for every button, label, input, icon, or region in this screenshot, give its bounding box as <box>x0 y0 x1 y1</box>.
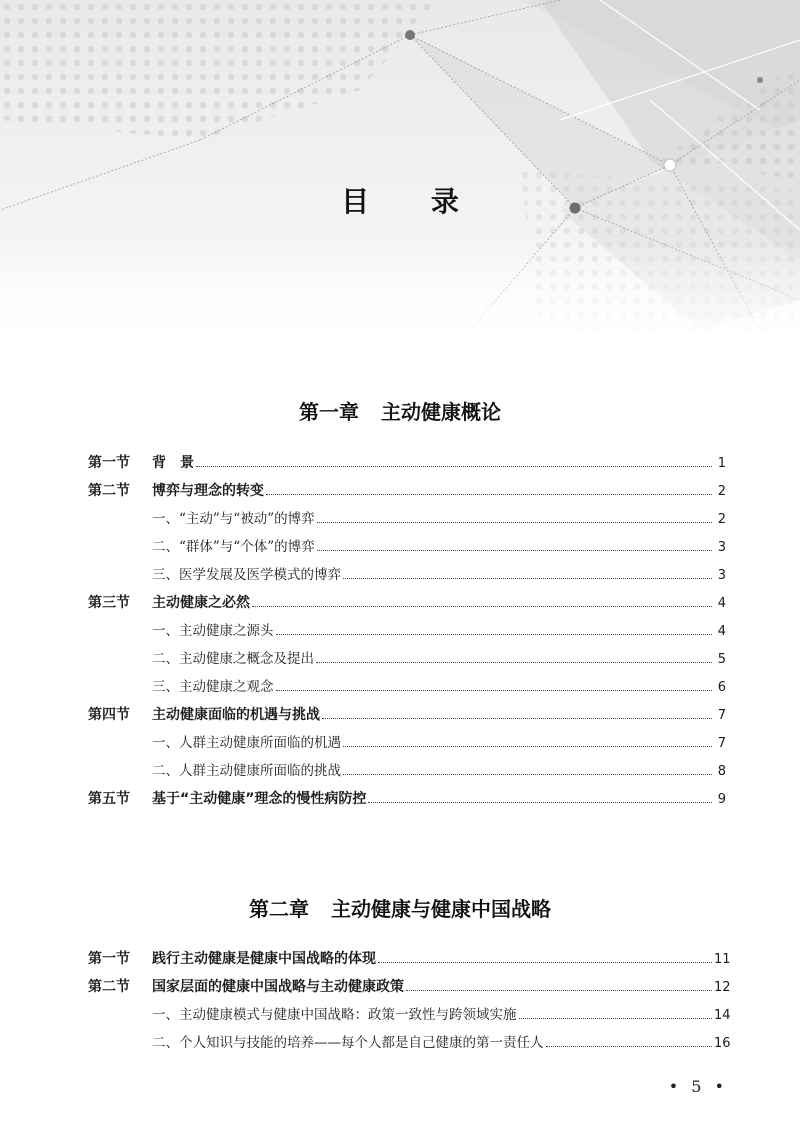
dot-leader <box>252 606 712 607</box>
entry-title: 一、主动健康模式与健康中国战略：政策一致性与跨领域实施 <box>152 1007 517 1023</box>
page-number: 14 <box>714 1008 731 1023</box>
section-number: 第二节 <box>88 979 130 995</box>
entry-title: 三、医学发展及医学模式的博弈 <box>152 567 341 583</box>
entry-title: 二、人群主动健康所面临的挑战 <box>152 763 341 779</box>
dot-leader <box>368 802 712 803</box>
network-pattern-graphic <box>0 0 800 350</box>
dot-leader <box>343 746 712 747</box>
entry-title: 一、人群主动健康所面临的机遇 <box>152 735 341 751</box>
toc-entry[interactable] <box>88 1001 731 1029</box>
page-number: 8 <box>717 764 726 779</box>
page-number: 9 <box>717 792 726 807</box>
toc-entry[interactable] <box>88 729 726 757</box>
toc-entry[interactable] <box>88 673 726 701</box>
page-title: 目 录 <box>341 185 485 218</box>
header-banner <box>0 0 800 350</box>
entry-title: 二、“群体”与“个体”的博弈 <box>152 539 315 555</box>
dot-leader <box>546 1046 713 1047</box>
dot-leader <box>343 578 712 579</box>
entry-title: 一、主动健康之源头 <box>152 623 274 639</box>
toc-entry[interactable] <box>88 449 726 477</box>
toc-entry[interactable] <box>88 785 726 813</box>
entry-title: 二、个人知识与技能的培养——每个人都是自己健康的第一责任人 <box>152 1035 544 1051</box>
toc-entry[interactable] <box>88 645 726 673</box>
chapter-2-title <box>0 893 800 922</box>
dot-leader <box>322 718 712 719</box>
page-number: 7 <box>717 708 726 723</box>
section-number: 第二节 <box>88 483 130 499</box>
section-number: 第三节 <box>88 595 130 611</box>
chapter-number: 第一章 <box>299 400 359 424</box>
toc-entry[interactable] <box>88 1029 731 1057</box>
toc-entry[interactable] <box>88 757 726 785</box>
page-number: 7 <box>717 736 726 751</box>
chapter-name: 主动健康与健康中国战略 <box>331 897 551 921</box>
dot-leader <box>266 494 712 495</box>
page-number: 3 <box>717 568 726 583</box>
entry-title: 背 景 <box>152 455 194 471</box>
chapter-1-toc <box>88 449 726 813</box>
dot-leader <box>317 522 712 523</box>
entry-title: 二、主动健康之概念及提出 <box>152 651 314 667</box>
page-number: 3 <box>717 540 726 555</box>
chapter-name: 主动健康概论 <box>381 400 501 424</box>
page-number: 5 <box>717 652 726 667</box>
dot-leader <box>519 1018 713 1019</box>
toc-entry[interactable] <box>88 589 726 617</box>
toc-entry[interactable] <box>88 561 726 589</box>
toc-entry[interactable] <box>88 477 726 505</box>
entry-title: 主动健康面临的机遇与挑战 <box>152 707 320 723</box>
dot-leader <box>196 466 712 467</box>
section-number: 第一节 <box>88 455 130 471</box>
entry-title: 践行主动健康是健康中国战略的体现 <box>152 951 376 967</box>
page-number: 2 <box>717 484 726 499</box>
entry-title: 国家层面的健康中国战略与主动健康政策 <box>152 979 404 995</box>
entry-title: 三、主动健康之观念 <box>152 679 274 695</box>
toc-entry[interactable] <box>88 973 731 1001</box>
chapter-2-toc <box>88 945 731 1057</box>
page-number: 4 <box>717 596 726 611</box>
toc-entry[interactable] <box>88 533 726 561</box>
page-number: 6 <box>717 680 726 695</box>
dot-leader <box>276 690 713 691</box>
toc-entry[interactable] <box>88 617 726 645</box>
dot-leader <box>378 962 712 963</box>
page-folio: • 5 • <box>668 1077 728 1096</box>
page-number: 1 <box>717 456 726 471</box>
page-number: 4 <box>717 624 726 639</box>
section-number: 第四节 <box>88 707 130 723</box>
page-number: 11 <box>714 952 731 967</box>
entry-title: 博弈与理念的转变 <box>152 483 264 499</box>
entry-title: 基于“主动健康”理念的慢性病防控 <box>152 791 367 807</box>
dot-leader <box>343 774 712 775</box>
dot-leader <box>317 550 712 551</box>
page-number: 16 <box>714 1036 731 1051</box>
dot-leader <box>316 662 712 663</box>
chapter-1-title <box>0 396 800 425</box>
page-number: 12 <box>714 980 731 995</box>
entry-title: 一、“主动”与“被动”的博弈 <box>152 511 315 527</box>
entry-title: 主动健康之必然 <box>152 595 250 611</box>
section-number: 第五节 <box>88 791 130 807</box>
dot-leader <box>406 990 712 991</box>
toc-entry[interactable] <box>88 701 726 729</box>
toc-entry[interactable] <box>88 945 731 973</box>
chapter-number: 第二章 <box>249 897 309 921</box>
page-number: 2 <box>717 512 726 527</box>
section-number: 第一节 <box>88 951 130 967</box>
dot-leader <box>276 634 713 635</box>
toc-entry[interactable] <box>88 505 726 533</box>
